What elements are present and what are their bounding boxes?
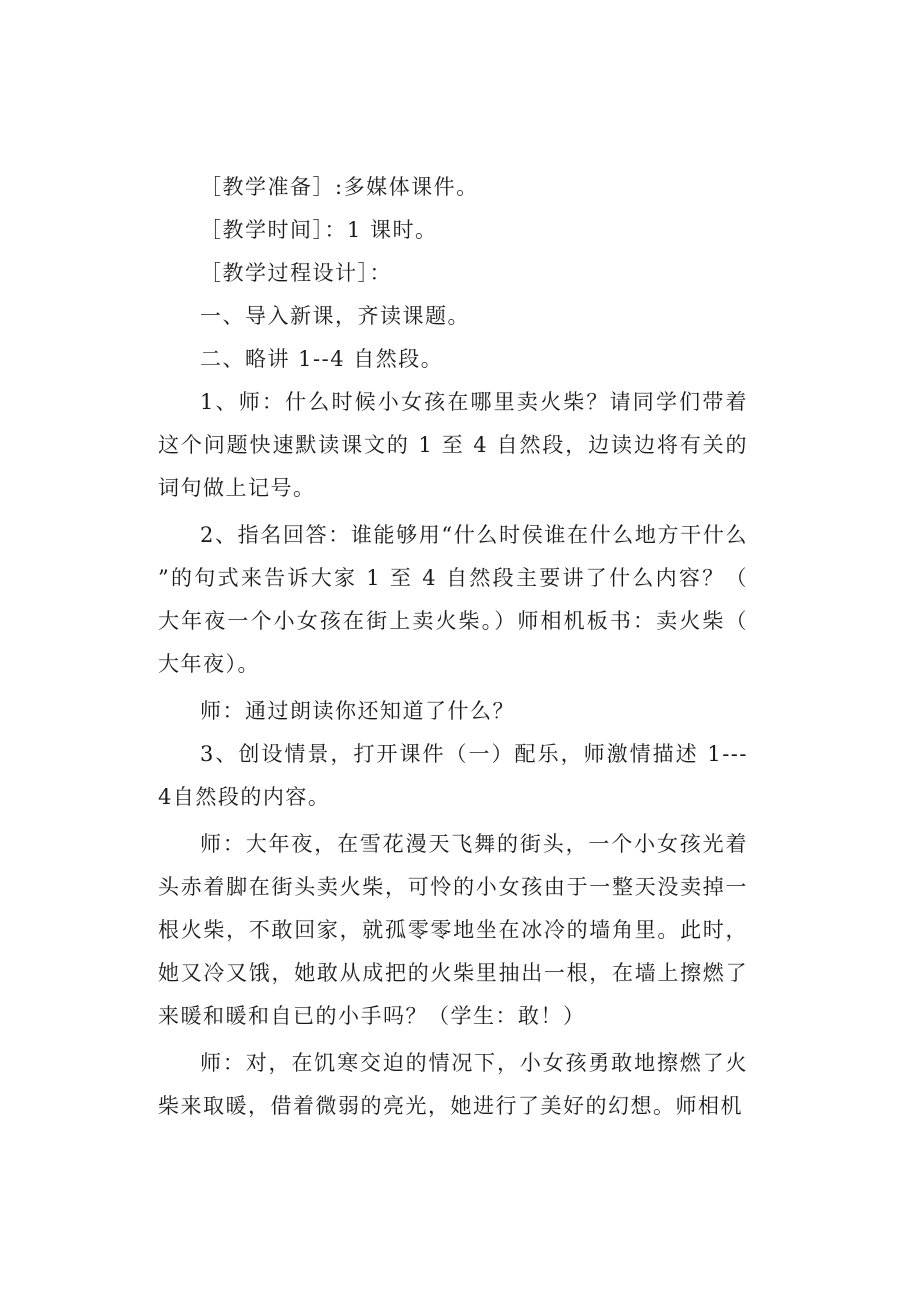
paragraph-section-two: 二、略讲 1--4 自然段。 [200, 347, 444, 371]
paragraph-step-one: 1、师：什么时候小女孩在哪里卖火柴？请同学们带着这个问题快速默读课文的 1 至 4 自然段，边读边将有关的词句做上记号。 [158, 390, 748, 500]
paragraph-teaching-preparation: ［教学准备］:多媒体课件。 [200, 175, 479, 199]
paragraph-teacher-narration: 师：大年夜，在雪花漫天飞舞的街头，一个小女孩光着头赤着脚在街头卖火柴，可怜的小女孩由于一整天没卖掉一根火柴，不敢回家，就孤零零地坐在冰冷的墙角里。此时，她又冷又饿，她敢从成把的火柴里抽出一根，在墙上擦燃了来暖和暖和自已的小手吗？（学生：敢！） [158, 832, 748, 1028]
paragraph-section-one: 一、导入新课，齐读课题。 [200, 304, 470, 328]
paragraph-teaching-time: ［教学时间］：1 课时。 [200, 218, 438, 242]
document-body [158, 166, 748, 1128]
paragraph-step-two: 2、指名回答：谁能够用“什么时侯谁在什么地方干什么”的句式来告诉大家 1 至 4 自然段主要讲了什么内容？（大年夜一个小女孩在街上卖火柴。）师相机板书：卖火柴（大年夜）。 [158, 523, 748, 676]
paragraph-process-design-heading: ［教学过程设计］： [200, 261, 392, 285]
paragraph-teacher-question: 师：通过朗读你还知道了什么？ [200, 699, 515, 723]
paragraph-teacher-continuation: 师：对，在饥寒交迫的情况下，小女孩勇敢地擦燃了火柴来取暖，借着微弱的亮光，她进行了美好的幻想。师相机 [158, 1051, 748, 1118]
paragraph-step-three: 3、创设情景，打开课件（一）配乐，师激情描述 1---4自然段的内容。 [158, 742, 748, 809]
